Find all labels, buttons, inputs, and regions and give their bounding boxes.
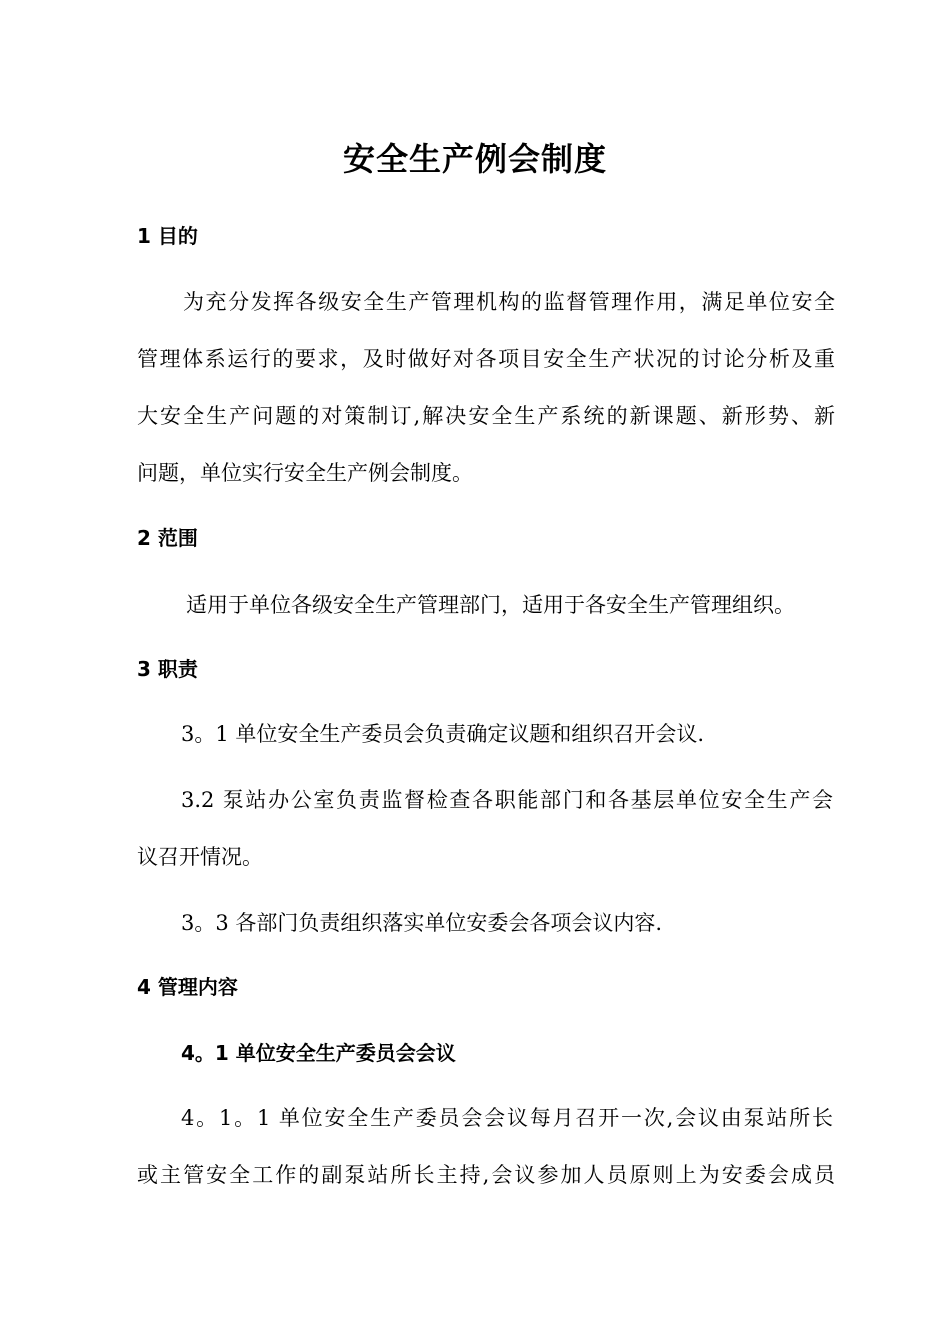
paragraph-line: 管理体系运行的要求，及时做好对各项目安全生产状况的讨论分析及重 — [137, 347, 835, 371]
subsection-heading-4-1: 4。1 单位安全生产委员会会议 — [181, 1041, 456, 1065]
section-heading-responsibilities: 3 职责 — [137, 657, 198, 681]
section-heading-purpose: 1 目的 — [137, 224, 198, 248]
clause-4-1-1-line: 4。1。1 单位安全生产委员会会议每月召开一次,会议由泵站所长 — [181, 1106, 833, 1130]
paragraph-line: 为充分发挥各级安全生产管理机构的监督管理作用，满足单位安全 — [183, 290, 835, 314]
paragraph-line: 问题，单位实行安全生产例会制度。 — [137, 461, 473, 485]
section-heading-management: 4 管理内容 — [137, 975, 238, 999]
clause-3-2-line: 议召开情况。 — [137, 845, 263, 869]
clause-3-3: 3。3 各部门负责组织落实单位安委会各项会议内容. — [181, 911, 663, 935]
clause-4-1-1-line: 或主管安全工作的副泵站所长主持,会议参加人员原则上为安委会成员 — [137, 1163, 835, 1187]
clause-3-1: 3。1 单位安全生产委员会负责确定议题和组织召开会议. — [181, 722, 705, 746]
paragraph-line: 适用于单位各级安全生产管理部门，适用于各安全生产管理组织。 — [186, 593, 795, 617]
document-title: 安全生产例会制度 — [342, 140, 607, 178]
clause-3-2-line: 3.2 泵站办公室负责监督检查各职能部门和各基层单位安全生产会 — [181, 788, 833, 812]
paragraph-line: 大安全生产问题的对策制订,解决安全生产系统的新课题、新形势、新 — [137, 404, 835, 428]
section-heading-scope: 2 范围 — [137, 526, 198, 550]
